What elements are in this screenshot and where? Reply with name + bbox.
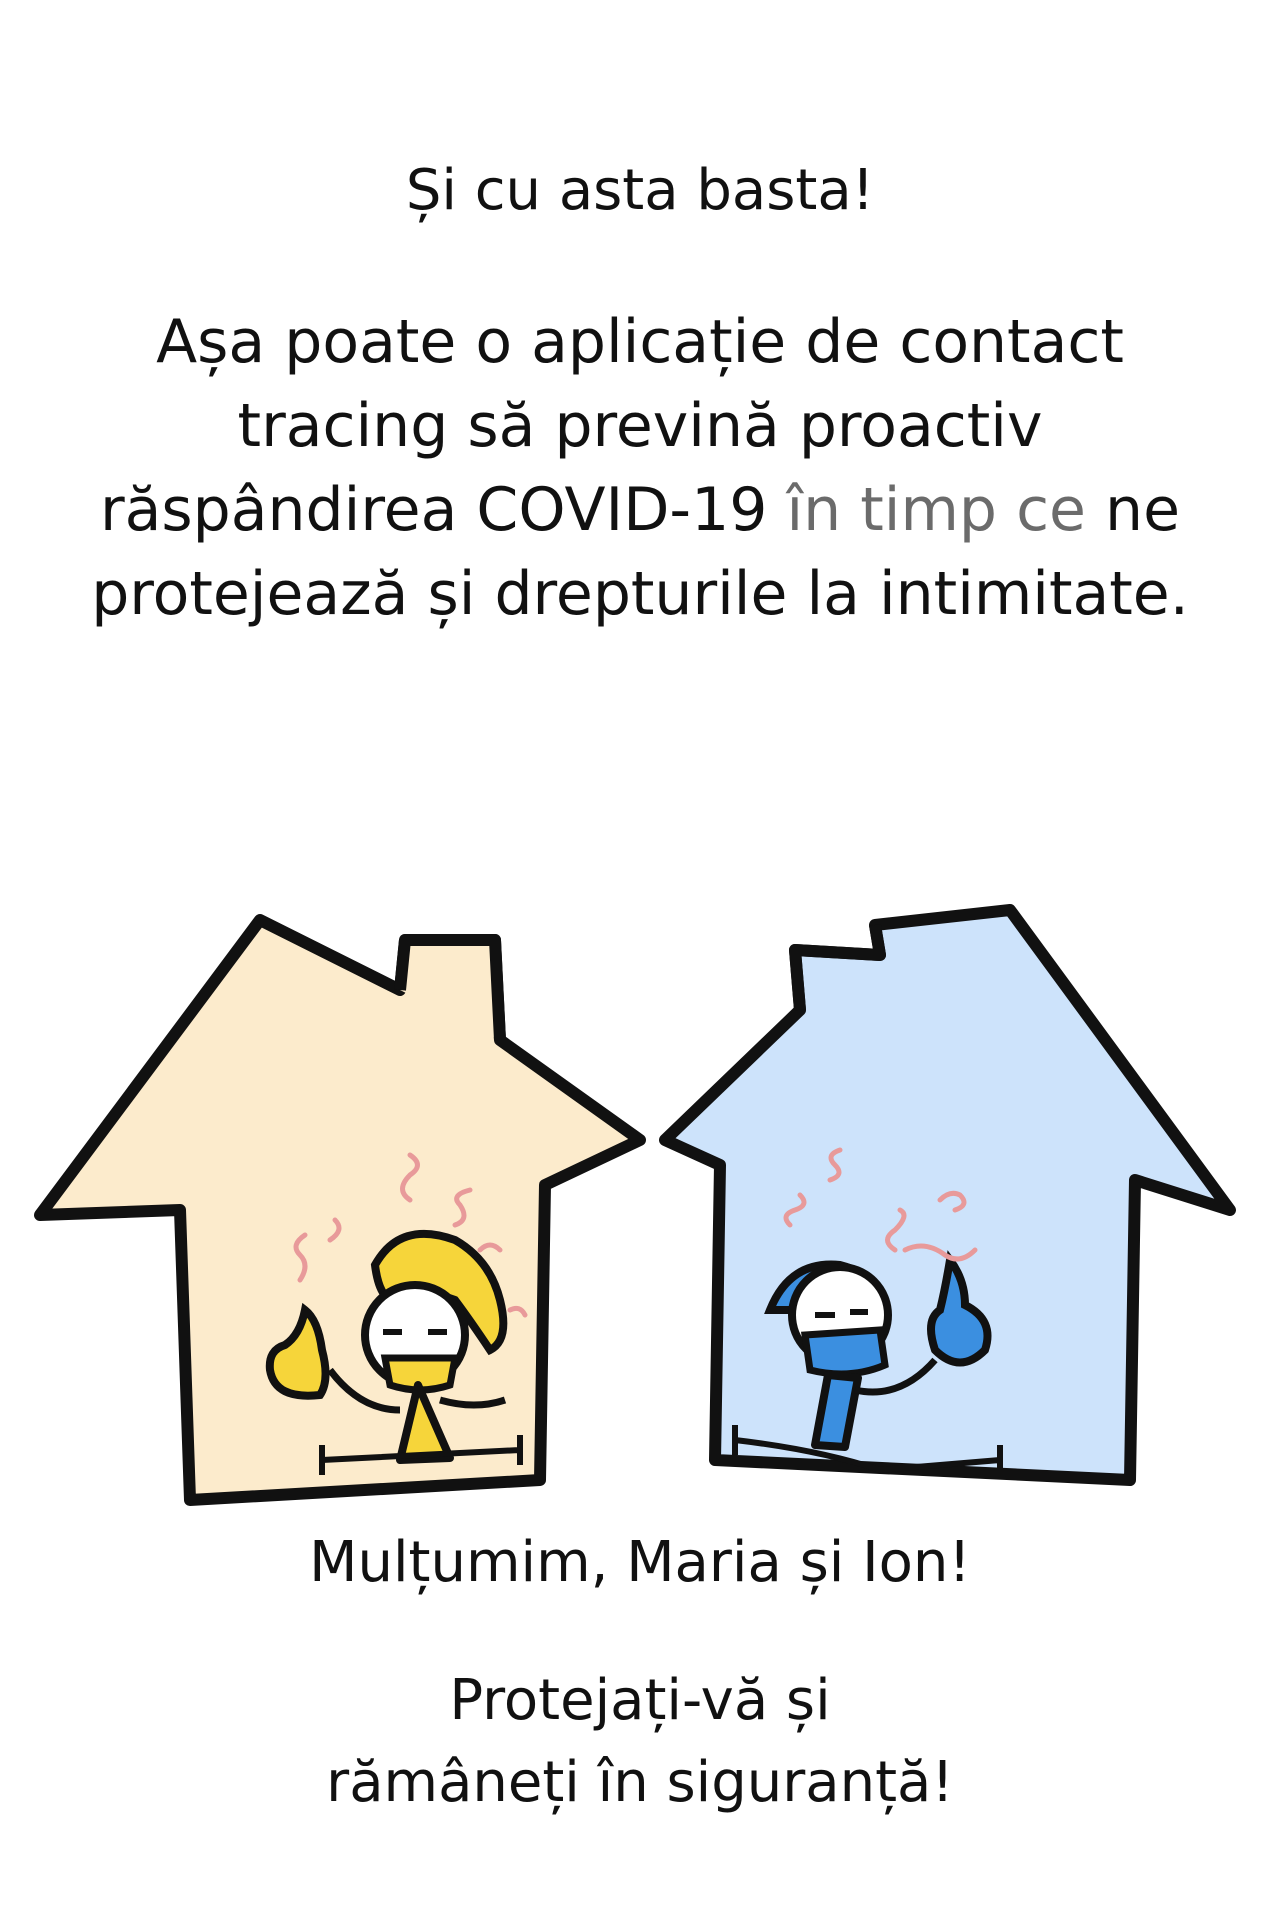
paragraph-part1: Așa poate o aplicație de contact tracing să prevină proactiv răspândirea COVID-19 <box>99 307 1124 545</box>
left-house-body <box>40 920 640 1500</box>
main-paragraph <box>60 300 1220 636</box>
left-house <box>40 920 640 1500</box>
thanks-text: Mulțumim, Maria și Ion! <box>309 1530 971 1595</box>
closing-line-2: rămâneți în siguranță! <box>326 1750 954 1815</box>
ion-mask <box>805 1330 885 1374</box>
closing-text <box>0 1660 1280 1824</box>
headline: Și cu asta basta! <box>405 158 875 223</box>
houses-illustration <box>0 880 1280 1540</box>
paragraph-highlight: în timp ce <box>786 475 1086 545</box>
paragraph-part2: ne protejează și drepturile la intimitate. <box>91 475 1189 629</box>
closing-line-1: Protejați-vă și <box>449 1668 831 1733</box>
